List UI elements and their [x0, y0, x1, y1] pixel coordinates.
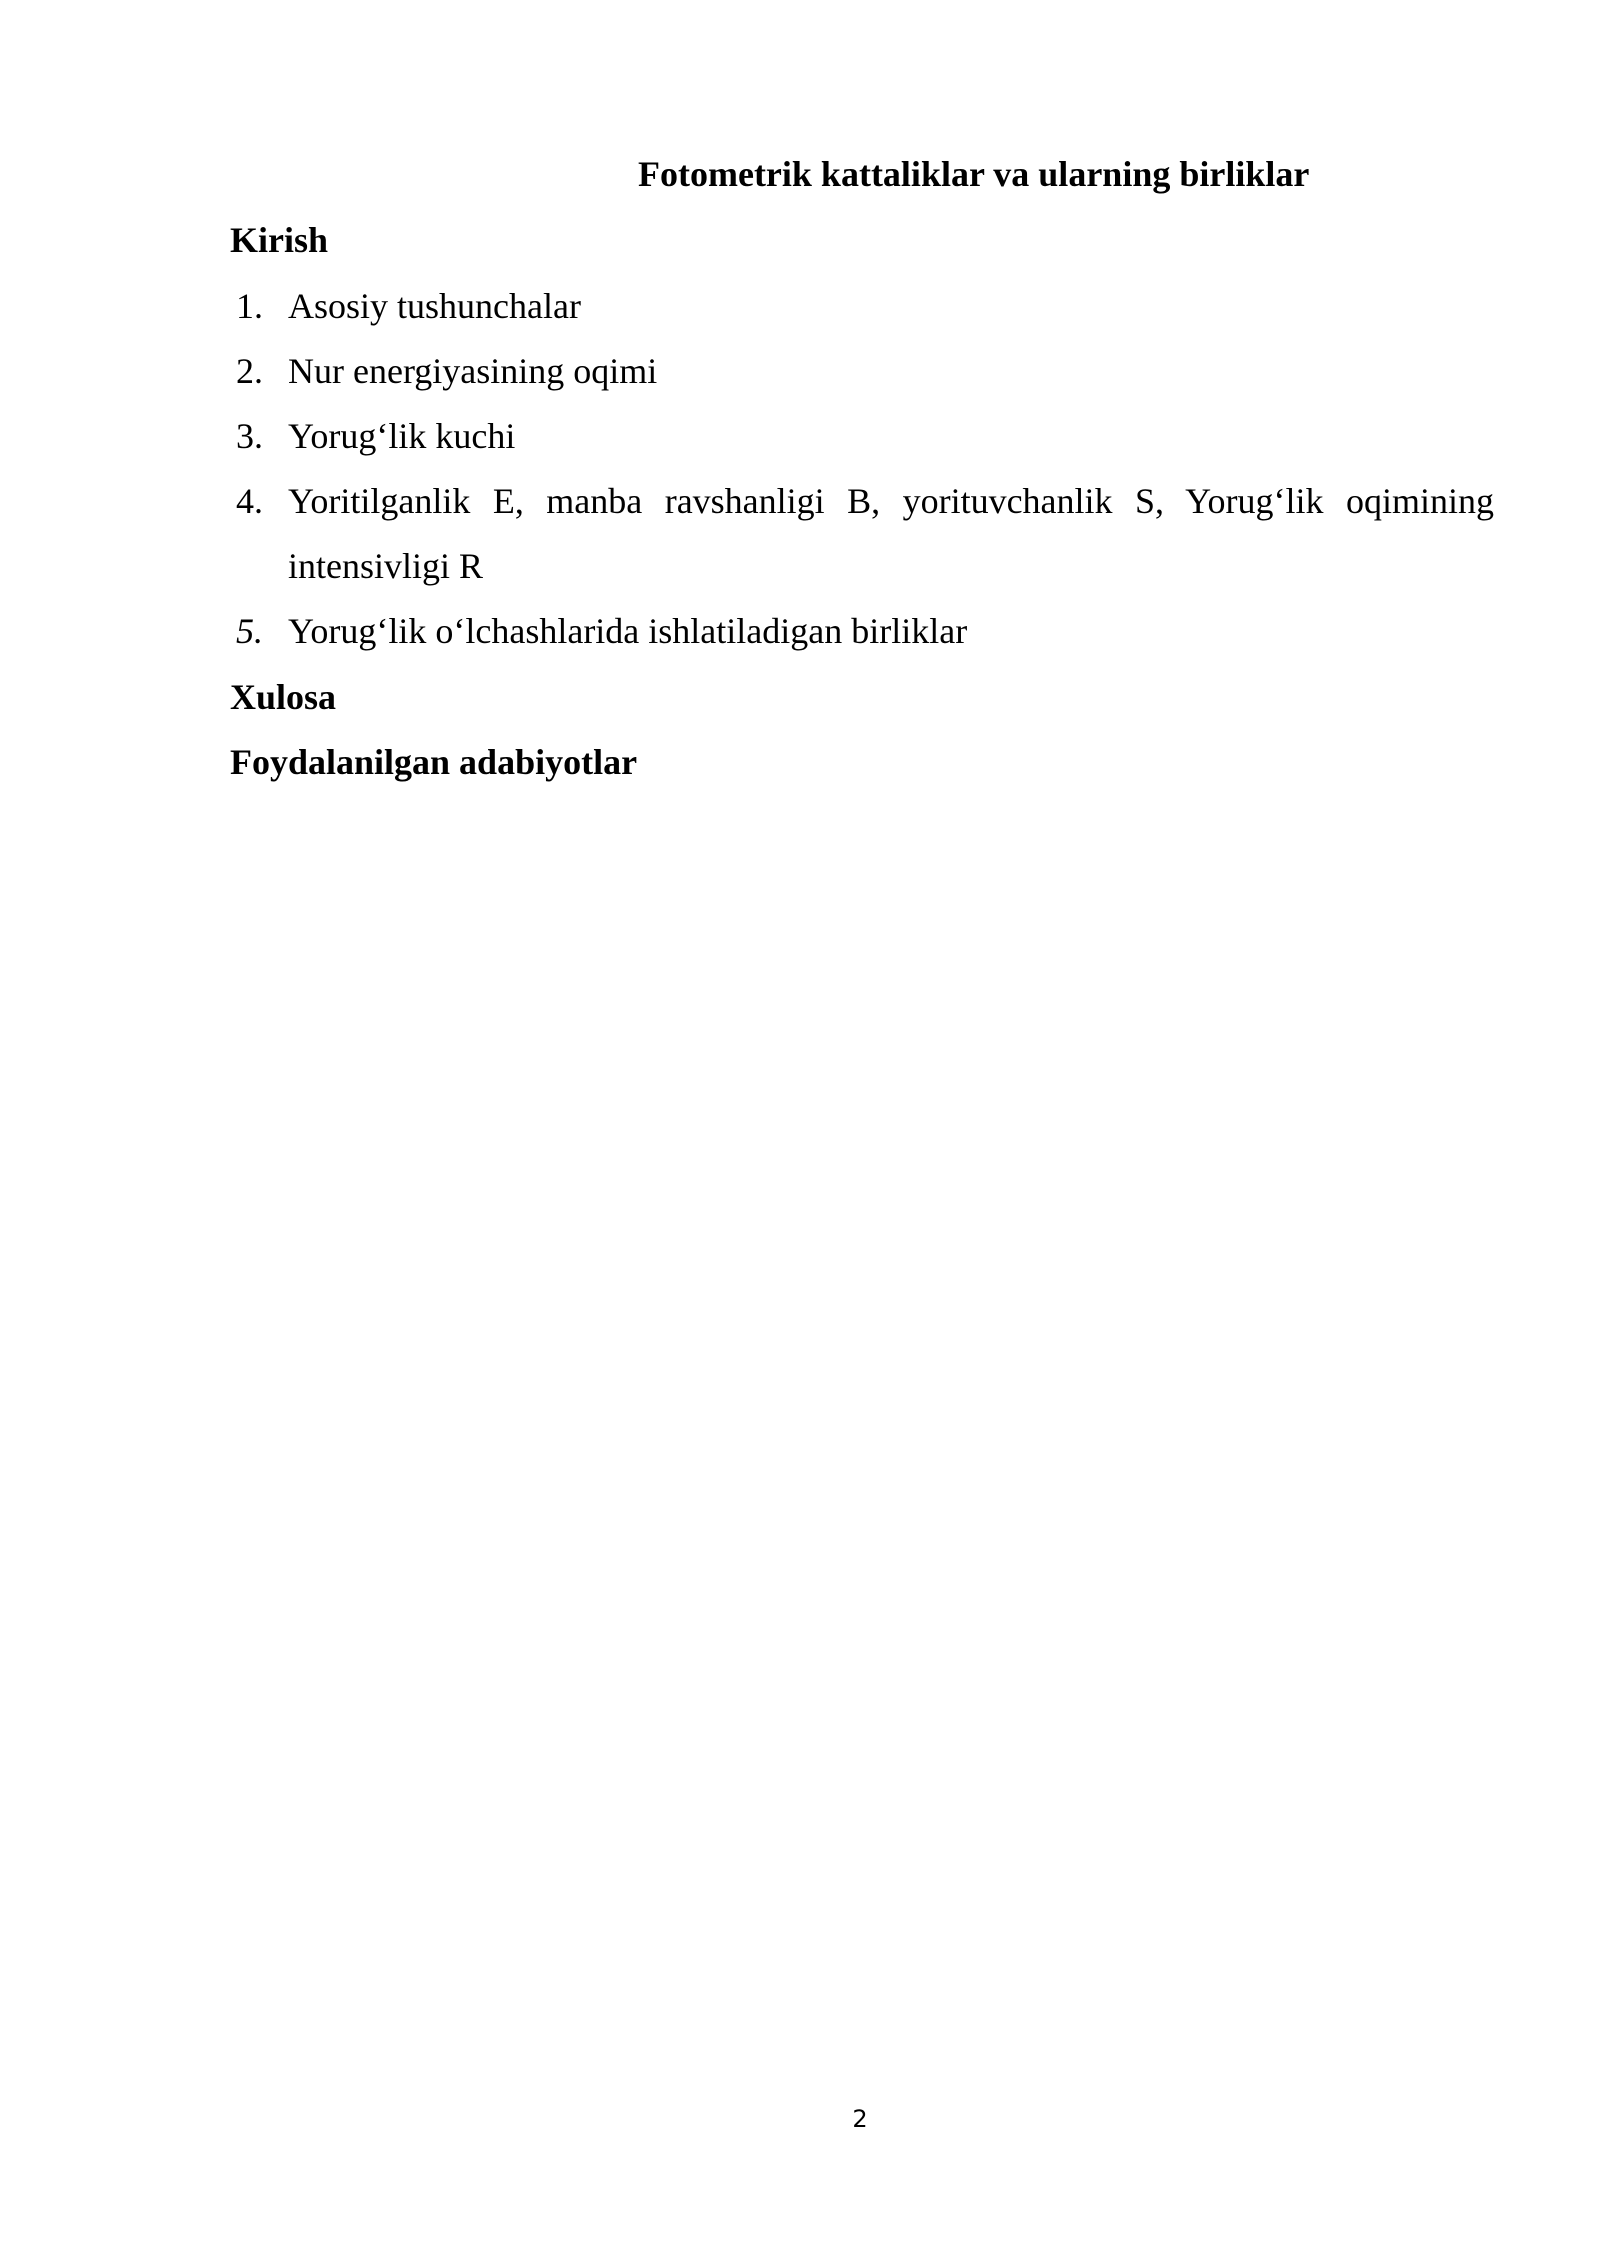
list-item-number: 4.	[236, 481, 263, 521]
references-heading: Foydalanilgan adabiyotlar	[230, 742, 638, 782]
conclusion-heading: Xulosa	[230, 677, 337, 717]
list-item	[236, 599, 1494, 664]
list-item-text: Yorug‘lik o‘lchashlarida ishlatiladigan birliklar	[288, 611, 968, 651]
list-item	[236, 469, 1494, 599]
document-title: Fotometrik kattaliklar va ularning birliklar	[638, 154, 1310, 194]
list-item-text	[288, 469, 1494, 599]
list-item	[236, 339, 1494, 404]
list-item	[236, 274, 1494, 339]
list-item-number: 5.	[236, 611, 263, 651]
list-item-text: Nur energiyasining oqimi	[288, 351, 658, 391]
intro-heading: Kirish	[230, 220, 329, 260]
list-item-text: Yorug‘lik kuchi	[288, 416, 516, 456]
list-item-text-line2: intensivligi R	[288, 546, 484, 586]
list-item-text: Asosiy tushunchalar	[288, 286, 581, 326]
page-number: 2	[852, 2105, 868, 2133]
list-item-number: 2.	[236, 351, 263, 391]
list-item	[236, 404, 1494, 469]
list-item-text-line1: Yoritilganlik E, manba ravshanligi B, yorituvchanlik S, Yorug‘lik oqimining	[288, 481, 1494, 521]
list-item-number: 1.	[236, 286, 263, 326]
list-item-number: 3.	[236, 416, 263, 456]
